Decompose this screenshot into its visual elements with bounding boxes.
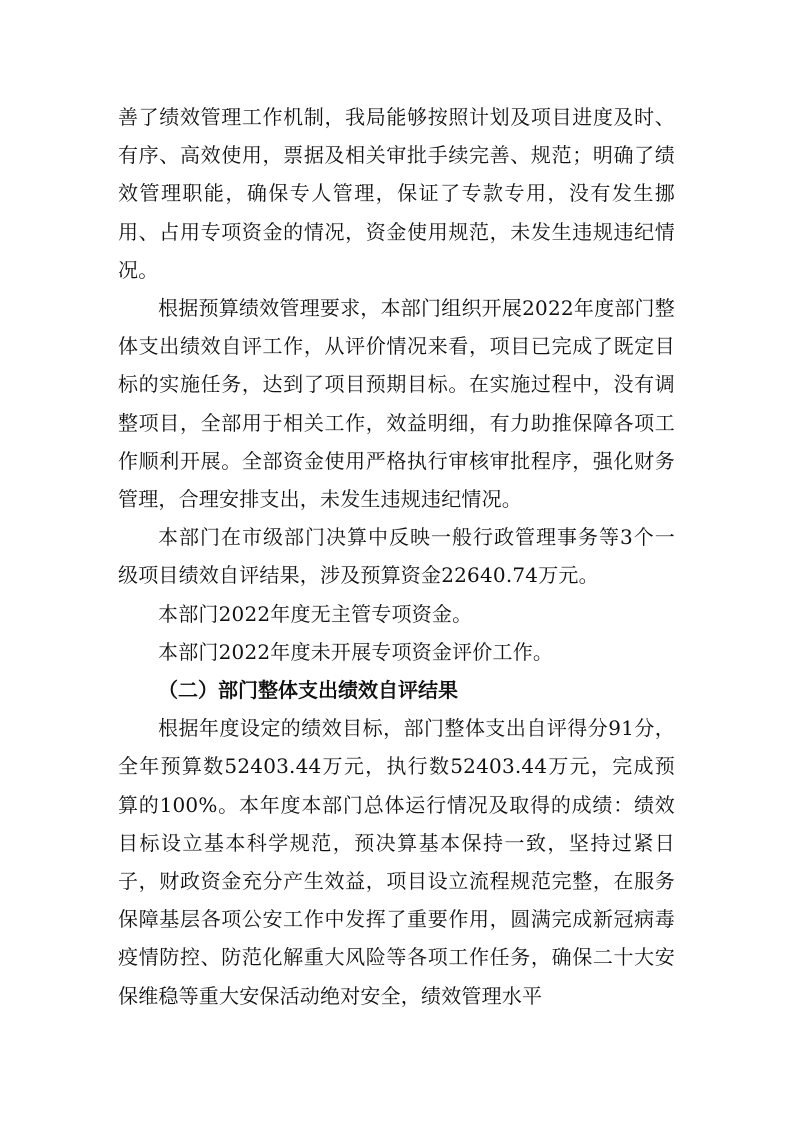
document-body bbox=[118, 98, 675, 1015]
paragraph-no-special-funds: 本部门2022年度无主管专项资金。 bbox=[158, 601, 473, 626]
paragraph-project-results: 本部门在市级部门决算中反映一般行政管理事务等3个一级项目绩效自评结果，涉及预算资金22640.74万元。 bbox=[118, 525, 675, 588]
paragraph-overall-results: 根据年度设定的绩效目标，部门整体支出自评得分91分，全年预算数52403.44万元，执行数52403.44万元，完成预算的100%。本年度本部门总体运行情况及取得的成绩：绩效目标设立基本科学规范，预决算基本保持一致，坚持过紧日子，财政资金充分产生效益，项目设立流程规范完整，在服务保障基层各项公安工作中发挥了重要作用，圆满完成新冠病毒疫情防控、防范化解重大风险等各项工作任务，确保二十大安保维稳等重大安保活动绝对安全，绩效管理水平 bbox=[118, 716, 675, 1008]
section-heading: （二）部门整体支出绩效自评结果 bbox=[158, 678, 458, 703]
paragraph-continuation: 善了绩效管理工作机制，我局能够按照计划及项目进度及时、有序、高效使用，票据及相关审批手续完善、规范；明确了绩效管理职能，确保专人管理，保证了专款专用，没有发生挪用、占用专项资金的情况，资金使用规范，未发生违规违纪情况。 bbox=[118, 105, 675, 282]
paragraph-no-fund-evaluation: 本部门2022年度未开展专项资金评价工作。 bbox=[158, 639, 554, 664]
paragraph-self-evaluation: 根据预算绩效管理要求，本部门组织开展2022年度部门整体支出绩效自评工作，从评价情况来看，项目已完成了既定目标的实施任务，达到了项目预期目标。在实施过程中，没有调整项目，全部用于相关工作，效益明细，有力助推保障各项工作顺利开展。全部资金使用严格执行审核审批程序，强化财务管理，合理安排支出，未发生违规违纪情况。 bbox=[118, 296, 675, 512]
